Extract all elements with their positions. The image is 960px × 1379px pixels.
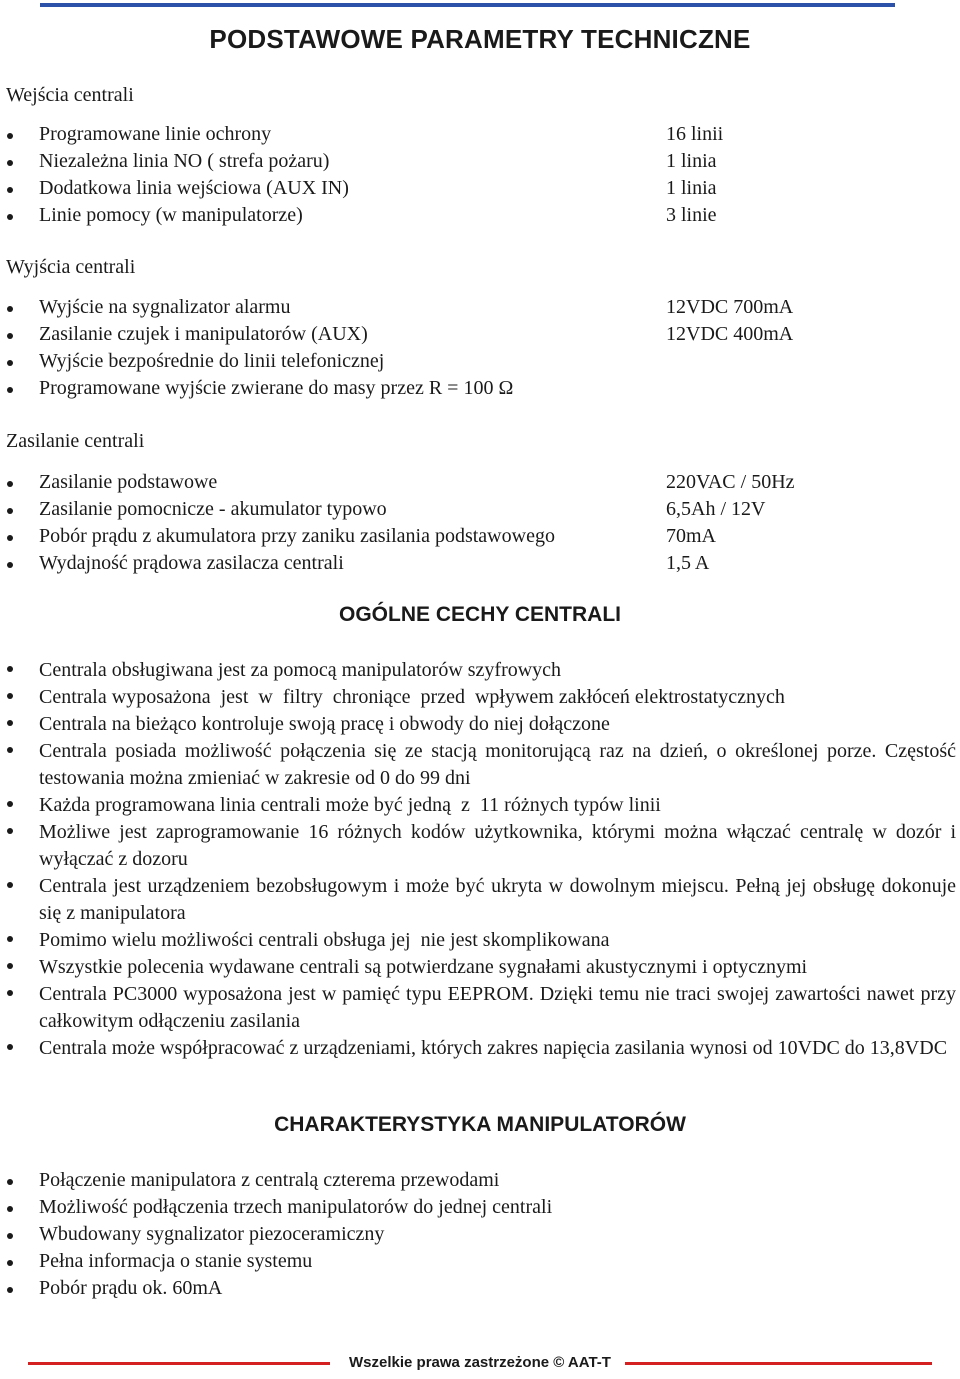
item-label: Programowane linie ochrony (39, 123, 272, 145)
bullet-icon (7, 720, 13, 726)
item-value: 220VAC / 50Hz (666, 471, 795, 493)
bullet-icon (7, 160, 13, 166)
list-item (0, 1275, 960, 1302)
bullet-icon (7, 187, 13, 193)
bullet-icon (7, 481, 13, 487)
list-item (0, 202, 960, 229)
item-label: Dodatkowa linia wejściowa (AUX IN) (39, 177, 349, 199)
item-value: 6,5Ah / 12V (666, 498, 766, 520)
bullet-icon (7, 828, 13, 834)
page-title: PODSTAWOWE PARAMETRY TECHNICZNE (209, 24, 751, 54)
item-label: Pobór prądu z akumulatora przy zaniku zasilania podstawowego (39, 525, 555, 547)
item-label: Pobór prądu ok. 60mA (39, 1277, 223, 1299)
list-item (0, 550, 960, 577)
item-label: Wydajność prądowa zasilacza centrali (39, 552, 344, 574)
list-item (0, 175, 960, 202)
list-item (0, 469, 960, 496)
bullet-icon (7, 990, 13, 996)
item-value: 16 linii (666, 123, 724, 145)
bullet-icon (7, 360, 13, 366)
bullet-icon (7, 963, 13, 969)
feature-item: Pomimo wielu możliwości centrali obsługa jej nie jest skomplikowana (39, 929, 610, 951)
item-label: Możliwość podłączenia trzech manipulatorów do jednej centrali (39, 1196, 553, 1218)
feature-item: Centrala wyposażona jest w filtry chroniące przed wpływem zakłóceń elektrostatycznych (39, 686, 785, 708)
list-item (0, 496, 960, 523)
item-label: Wyjście na sygnalizator alarmu (39, 296, 291, 318)
bullet-icon (7, 801, 13, 807)
power-heading: Zasilanie centrali (6, 430, 145, 452)
item-label: Połączenie manipulatora z centralą czterema przewodami (39, 1169, 500, 1191)
item-label: Zasilanie czujek i manipulatorów (AUX) (39, 323, 368, 345)
feature-item: Możliwe jest zaprogramowanie 16 różnych kodów użytkownika, którymi można włączać centralę w dozór i wyłączać z dozoru (39, 821, 956, 870)
item-value: 12VDC 700mA (666, 296, 794, 318)
bullet-icon (7, 1233, 13, 1239)
list-item (0, 294, 960, 321)
bullet-icon (7, 666, 13, 672)
bullet-icon (7, 214, 13, 220)
keypad-heading: CHARAKTERYSTYKA MANIPULATORÓW (274, 1113, 686, 1136)
bullet-icon (7, 562, 13, 568)
list-item (0, 523, 960, 550)
footer-copyright: Wszelkie prawa zastrzeżone © AAT-T (349, 1354, 611, 1371)
bullet-icon (7, 1179, 13, 1185)
item-label: Wbudowany sygnalizator piezoceramiczny (39, 1223, 385, 1245)
list-item (0, 1248, 960, 1275)
bullet-icon (7, 133, 13, 139)
list-item (0, 321, 960, 348)
bullet-icon (7, 1044, 13, 1050)
feature-item: Centrala jest urządzeniem bezobsługowym i może być ukryta w dowolnym miejscu. Pełną jej obsługę dokonuje się z manipulatora (39, 875, 956, 924)
top-rule (40, 3, 895, 7)
item-label: Linie pomocy (w manipulatorze) (39, 204, 303, 226)
bullet-icon (7, 1206, 13, 1212)
item-value: 70mA (666, 525, 716, 547)
bullet-icon (7, 693, 13, 699)
item-label: Programowane wyjście zwierane do masy przez R = 100 Ω (39, 377, 514, 399)
list-item (0, 1194, 960, 1221)
item-value: 1,5 A (666, 552, 710, 574)
item-value: 1 linia (666, 150, 717, 172)
bullet-icon (7, 508, 13, 514)
feature-item: Centrala obsługiwana jest za pomocą manipulatorów szyfrowych (39, 659, 562, 681)
list-item (0, 348, 960, 375)
list-item (0, 375, 960, 402)
item-label: Niezależna linia NO ( strefa pożaru) (39, 150, 330, 172)
feature-item: Centrala posiada możliwość połączenia się ze stacją monitorującą raz na dzień, o określonej porze. Częstość testowania można zmieniać w zakresie od 0 do 99 dni (39, 740, 956, 789)
feature-item: Wszystkie polecenia wydawane centrali są potwierdzane sygnałami akustycznymi i optycznymi (39, 956, 808, 978)
item-value: 3 linie (666, 204, 717, 226)
feature-item: Każda programowana linia centrali może być jedną z 11 różnych typów linii (39, 794, 661, 816)
feature-item: Centrala PC3000 wyposażona jest w pamięć typu EEPROM. Dzięki temu nie traci swojej zawartości nawet przy całkowitym odłączeniu zasilania (39, 983, 956, 1032)
bullet-icon (7, 882, 13, 888)
bullet-icon (7, 333, 13, 339)
list-item (0, 121, 960, 148)
list-item (0, 1221, 960, 1248)
bullet-icon (7, 747, 13, 753)
outputs-heading: Wyjścia centrali (6, 256, 136, 278)
feature-item: Centrala na bieżąco kontroluje swoją pracę i obwody do niej dołączone (39, 713, 610, 735)
inputs-heading: Wejścia centrali (6, 84, 134, 106)
bullet-icon (7, 1287, 13, 1293)
item-label: Pełna informacja o stanie systemu (39, 1250, 313, 1272)
list-item (0, 148, 960, 175)
bullet-icon (7, 306, 13, 312)
item-value: 12VDC 400mA (666, 323, 794, 345)
item-value: 1 linia (666, 177, 717, 199)
item-label: Wyjście bezpośrednie do linii telefonicznej (39, 350, 385, 372)
list-item (0, 1167, 960, 1194)
bullet-icon (7, 535, 13, 541)
bullet-icon (7, 387, 13, 393)
item-label: Zasilanie pomocnicze - akumulator typowo (39, 498, 387, 520)
bullet-icon (7, 936, 13, 942)
bullet-icon (7, 1260, 13, 1266)
feature-item: Centrala może współpracować z urządzeniami, których zakres napięcia zasilania wynosi od 10VDC do 13,8VDC (39, 1037, 948, 1059)
features-heading: OGÓLNE CECHY CENTRALI (339, 603, 621, 626)
item-label: Zasilanie podstawowe (39, 471, 218, 493)
